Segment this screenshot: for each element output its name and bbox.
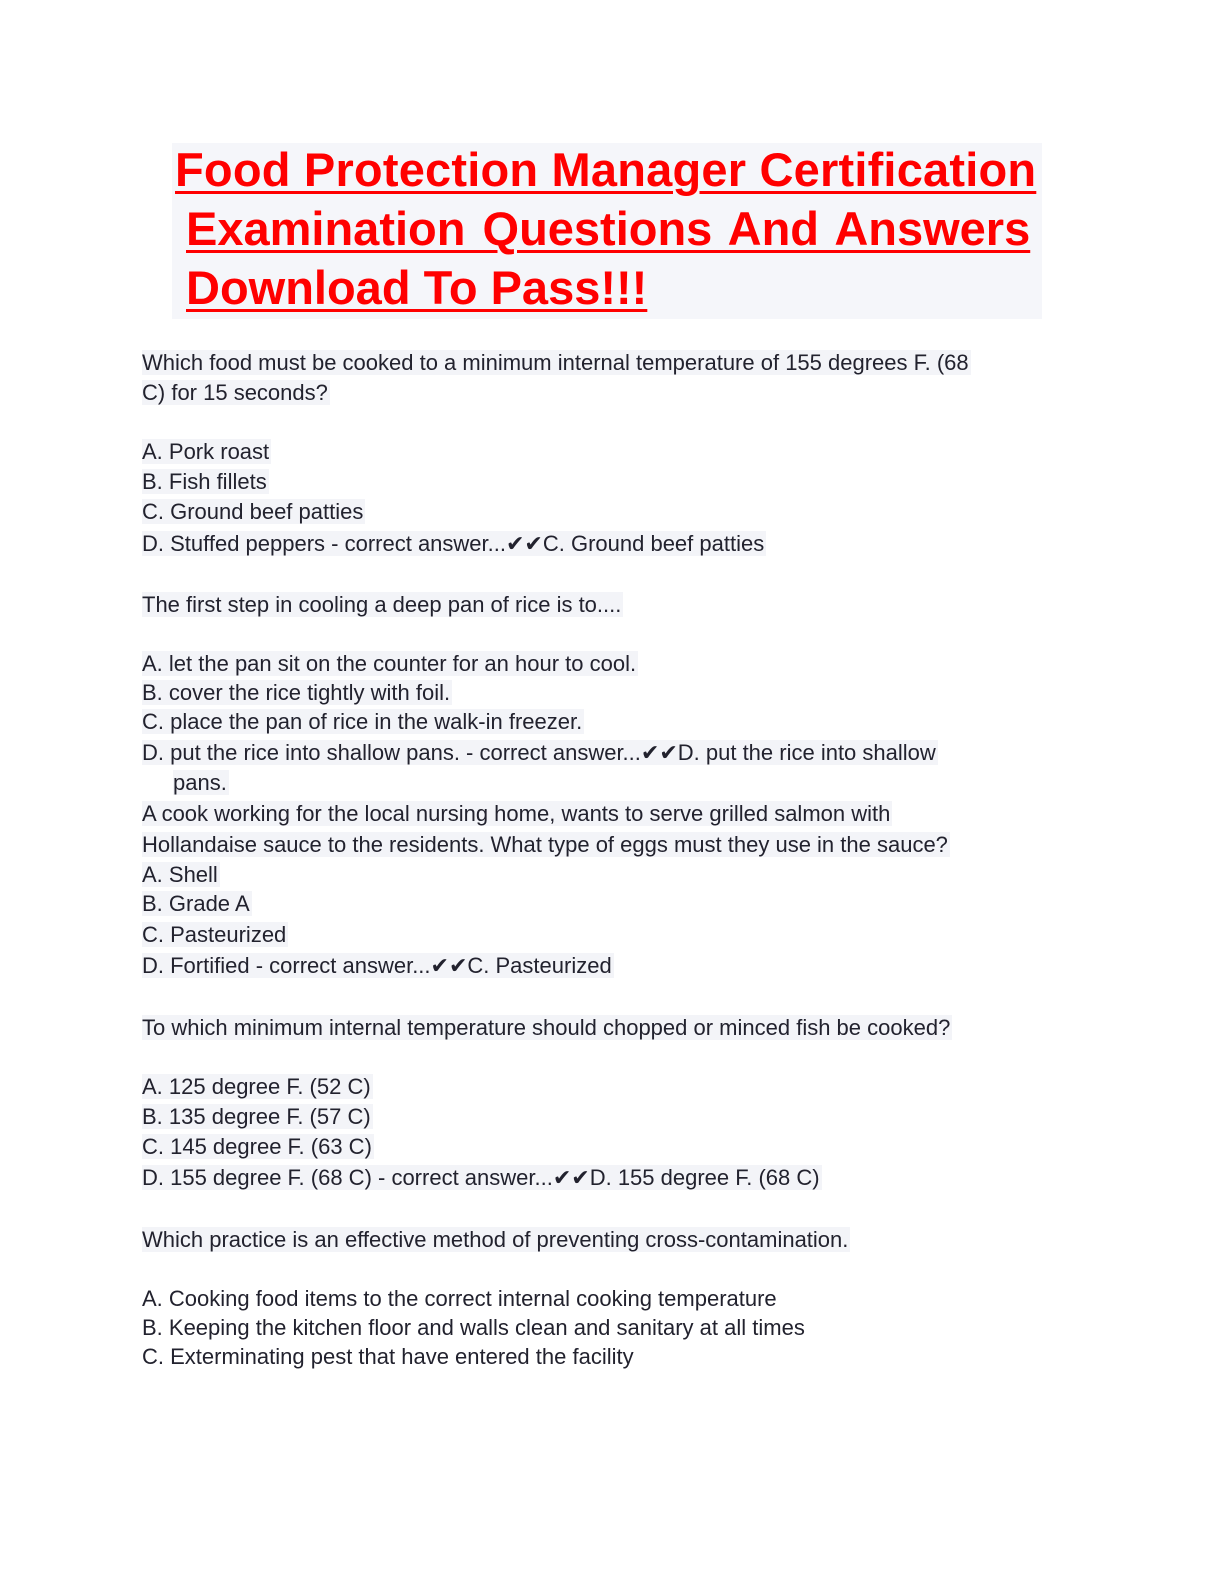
answer-option-with-correct-answer: D. Stuffed peppers - correct answer...✔✔C. Ground beef patties [142, 531, 765, 556]
answer-option: A. Shell [142, 862, 218, 887]
answer-option-continuation: pans. [173, 770, 227, 795]
question-text: Which practice is an effective method of preventing cross-contamination. [142, 1227, 849, 1252]
question-text: A cook working for the local nursing home, wants to serve grilled salmon with [142, 801, 891, 826]
answer-option: C. 145 degree F. (63 C) [142, 1134, 372, 1159]
answer-option: C. Ground beef patties [142, 499, 364, 524]
document-title-line-3: Download To Pass!!! [186, 261, 648, 314]
question-text: Hollandaise sauce to the residents. What type of eggs must they use in the sauce? [142, 832, 948, 857]
answer-option-with-correct-answer: D. put the rice into shallow pans. - correct answer...✔✔D. put the rice into shallow [142, 740, 936, 765]
answer-option: A. 125 degree F. (52 C) [142, 1074, 371, 1099]
question-text: Which food must be cooked to a minimum internal temperature of 155 degrees F. (68 [142, 350, 969, 375]
answer-option: A. Pork roast [142, 439, 270, 464]
question-text: C) for 15 seconds? [142, 380, 328, 405]
answer-option: B. Fish fillets [142, 469, 267, 494]
answer-option: C. Exterminating pest that have entered the facility [142, 1344, 634, 1369]
answer-option: B. Keeping the kitchen floor and walls clean and sanitary at all times [142, 1315, 805, 1340]
question-text: The first step in cooling a deep pan of rice is to.... [142, 592, 622, 617]
document-title-line-2: Examination Questions And Answers [186, 202, 1031, 255]
answer-option: B. cover the rice tightly with foil. [142, 680, 451, 705]
document-title-line-1: Food Protection Manager Certification [175, 143, 1037, 196]
answer-option-with-correct-answer: D. 155 degree F. (68 C) - correct answer...✔✔D. 155 degree F. (68 C) [142, 1165, 820, 1190]
answer-option: C. Pasteurized [142, 922, 287, 947]
answer-option: A. Cooking food items to the correct internal cooking temperature [142, 1286, 777, 1311]
answer-option: B. 135 degree F. (57 C) [142, 1104, 371, 1129]
answer-option: B. Grade A [142, 891, 250, 916]
answer-option: A. let the pan sit on the counter for an hour to cool. [142, 651, 637, 676]
question-text: To which minimum internal temperature should chopped or minced fish be cooked? [142, 1015, 951, 1040]
answer-option: C. place the pan of rice in the walk-in freezer. [142, 709, 583, 734]
answer-option-with-correct-answer: D. Fortified - correct answer...✔✔C. Pasteurized [142, 953, 612, 978]
